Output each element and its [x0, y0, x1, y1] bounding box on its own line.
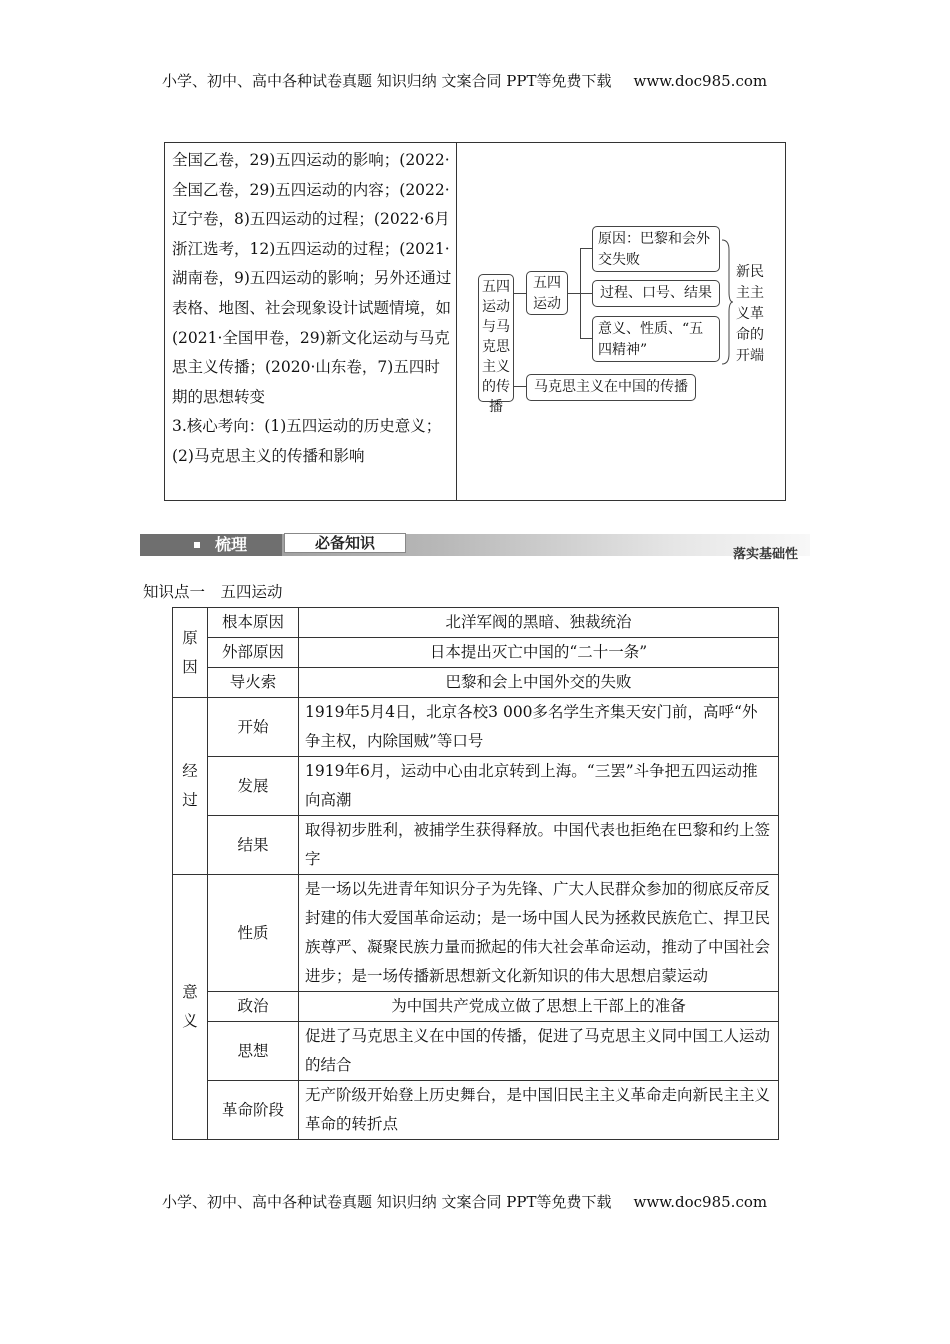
row-value: 日本提出灭亡中国的“二十一条” [299, 638, 779, 668]
row-label: 外部原因 [208, 638, 299, 668]
knowledge-table [172, 607, 779, 1140]
group-cause [173, 608, 208, 698]
mindmap-connector [580, 293, 592, 294]
page-header [162, 70, 767, 91]
row-value: 促进了马克思主义在中国的传播，促进了马克思主义同中国工人运动的结合 [299, 1022, 779, 1081]
table-row [173, 638, 779, 668]
group-meaning-label: 意义 [182, 983, 198, 1030]
mindmap-leaf-cause-label: 原因：巴黎和会外交失败 [598, 231, 710, 268]
footer-site: www.doc985.com [633, 1193, 768, 1211]
row-value: 无产阶级开始登上历史舞台，是中国旧民主主义革命走向新民主主义革命的转折点 [299, 1081, 779, 1140]
mindmap-leaf-meaning [592, 316, 720, 362]
row-value: 是一场以先进青年知识分子为先锋、广大人民群众参加的彻底反帝反封建的伟大爱国革命运动；是一场中国人民为拯救民族危亡、捍卫民族尊严、凝聚民族力量而掀起的伟大社会革命运动，推动了中国社会进步；是一场传播新思想新文化新知识的伟大思想启蒙运动 [299, 875, 779, 992]
knowledge-point-title: 知识点一 五四运动 [143, 583, 283, 601]
mindmap-connector [514, 293, 526, 294]
mindmap-leaf-process-label: 过程、口号、结果 [600, 285, 712, 301]
table-row [173, 875, 779, 992]
mindmap-connector [580, 338, 592, 339]
table-row [173, 698, 779, 757]
row-value: 取得初步胜利，被捕学生获得释放。中国代表也拒绝在巴黎和约上签字 [299, 816, 779, 875]
row-value: 巴黎和会上中国外交的失败 [299, 668, 779, 698]
group-process [173, 698, 208, 875]
section-banner [140, 531, 810, 562]
mindmap-leaf-meaning-label: 意义、性质、“五四精神” [598, 321, 704, 358]
row-value: 1919年6月，运动中心由北京转到上海。“三罢”斗争把五四运动推向高潮 [299, 757, 779, 816]
row-label: 革命阶段 [208, 1081, 299, 1140]
group-meaning [173, 875, 208, 1140]
group-process-label: 经过 [182, 762, 198, 809]
mindmap-leaf-cause [592, 226, 720, 272]
exam-info-text [172, 146, 452, 472]
row-label: 发展 [208, 757, 299, 816]
row-label: 开始 [208, 698, 299, 757]
mindmap-connector [514, 386, 526, 387]
mindmap-branch-marxism-label: 马克思主义在中国的传播 [534, 379, 688, 395]
table-row [173, 608, 779, 638]
exam-info-divider [456, 142, 457, 501]
row-label: 思想 [208, 1022, 299, 1081]
mindmap-connector [568, 293, 580, 294]
header-text: 小学、初中、高中各种试卷真题 知识归纳 文案合同 PPT等免费下载 [162, 72, 612, 90]
page-footer [162, 1191, 767, 1212]
core-direction: 3.核心考向：(1)五四运动的历史意义；(2)马克思主义的传播和影响 [172, 417, 442, 465]
row-label: 性质 [208, 875, 299, 992]
table-row [173, 1022, 779, 1081]
table-row [173, 668, 779, 698]
exam-references: 全国乙卷，29)五四运动的影响；(2022·全国乙卷，29)五四运动的内容；(2022·辽宁卷，8)五四运动的过程；(2022·6月浙江选考，12)五四运动的过程；(2021·湖南卷，9)五四运动的影响；另外还通过表格、地图、社会现象设计试题情境，如(2021·全国甲卷，29)新文化运动与马克思主义传播；(2020·山东卷，7)五四时期的思想转变 [172, 151, 452, 406]
row-label: 政治 [208, 992, 299, 1022]
banner-title: 梳理 [215, 535, 248, 554]
table-row [173, 992, 779, 1022]
row-label: 导火索 [208, 668, 299, 698]
mindmap-root [478, 274, 514, 415]
row-value: 北洋军阀的黑暗、独裁统治 [299, 608, 779, 638]
banner-subtitle: 必备知识 [284, 533, 406, 553]
mindmap-conclusion: 新民主主义革命的开端 [736, 264, 764, 364]
mindmap-root-label: 五四运动与马克思主义的传播 [482, 279, 510, 415]
footer-text: 小学、初中、高中各种试卷真题 知识归纳 文案合同 PPT等免费下载 [162, 1193, 612, 1211]
mindmap-connector [580, 248, 592, 249]
row-value: 1919年5月4日，北京各校3 000多名学生齐集天安门前，高呼“外争主权，内除国贼”等口号 [299, 698, 779, 757]
mindmap-leaf-process [592, 280, 720, 307]
mindmap-branch-movement [526, 271, 568, 315]
row-label: 根本原因 [208, 608, 299, 638]
group-cause-label: 原因 [182, 628, 198, 676]
row-value: 为中国共产党成立做了思想上干部上的准备 [299, 992, 779, 1022]
table-row [173, 816, 779, 875]
mindmap-branch-marxism [526, 374, 696, 401]
mindmap-brace [720, 238, 734, 366]
banner-dark [140, 534, 282, 556]
square-icon [194, 542, 200, 548]
header-site: www.doc985.com [633, 72, 768, 90]
mindmap-branch-movement-label: 五四运动 [533, 275, 561, 312]
banner-tag: 落实基础性 [732, 547, 798, 562]
table-row [173, 757, 779, 816]
row-label: 结果 [208, 816, 299, 875]
table-row [173, 1081, 779, 1140]
